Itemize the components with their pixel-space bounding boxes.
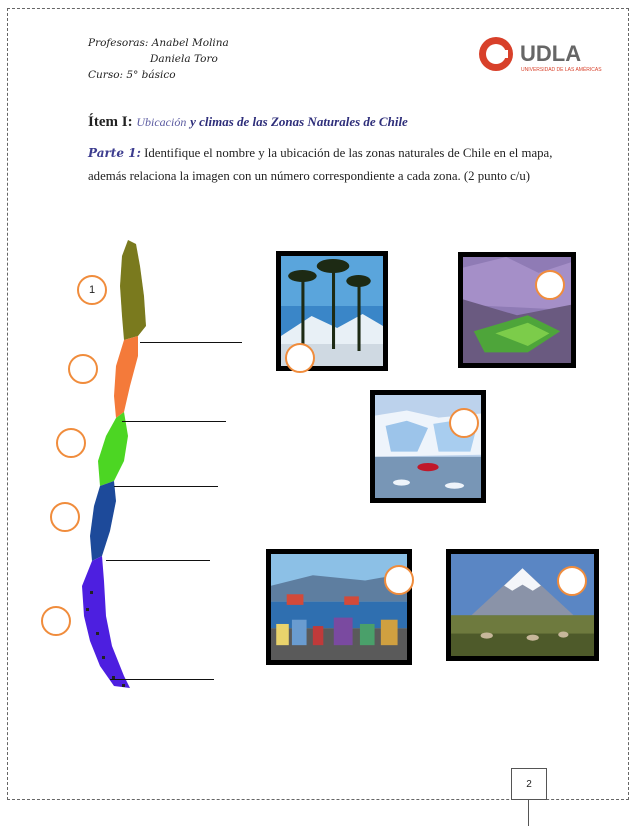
svg-text:UNIVERSIDAD DE LAS AMÉRICAS: UNIVERSIDAD DE LAS AMÉRICAS [521, 67, 602, 73]
zone-central [98, 412, 128, 486]
zone-number-circle-1: 1 [77, 275, 107, 305]
zone-austral [82, 556, 130, 688]
photo-circle-3[interactable] [449, 408, 479, 438]
zone-number-circle-5[interactable] [41, 606, 71, 636]
zone-answer-line-4 [106, 560, 210, 561]
page-number: 2 [511, 768, 547, 800]
page-number-tick [528, 800, 529, 826]
zone-answer-line-2 [122, 421, 226, 422]
item-prefix: Ítem I: [88, 114, 133, 130]
zone-answer-line-5 [110, 679, 214, 680]
teacher-line-2: Daniela Toro [150, 53, 218, 65]
photo-glacier [370, 390, 486, 503]
photo-circle-5[interactable] [557, 566, 587, 596]
instructions-text: Identifique el nombre y la ubicación de las zonas naturales de Chile en el mapa, además relaciona la imagen con un número correspondiente a cada zona. (2 punto c/u) [88, 146, 553, 183]
photo-circle-1[interactable] [285, 343, 315, 373]
item-title-part1: Ubicación [136, 115, 187, 129]
svg-text:UDLA: UDLA [520, 41, 582, 66]
instructions [88, 142, 558, 188]
teacher-line-1: Profesoras: Anabel Molina [88, 37, 229, 49]
item-title-part2: y climas de las Zonas Naturales de Chile [190, 114, 408, 129]
zone-norte-chico [114, 336, 138, 418]
photo-circle-4[interactable] [384, 565, 414, 595]
zone-number-circle-3[interactable] [56, 428, 86, 458]
photo-circle-2[interactable] [535, 270, 565, 300]
zone-answer-line-3 [114, 486, 218, 487]
part-label: Parte 1: [88, 146, 141, 160]
item-title [88, 114, 408, 131]
zone-number-circle-4[interactable] [50, 502, 80, 532]
zone-norte-grande [120, 240, 146, 340]
course-label: Curso: 5° básico [88, 69, 176, 81]
zone-sur [90, 481, 116, 561]
zone-answer-line-1 [140, 342, 242, 343]
udla-logo [474, 34, 606, 76]
photo-andean-valley [458, 252, 576, 368]
zone-number-circle-2[interactable] [68, 354, 98, 384]
